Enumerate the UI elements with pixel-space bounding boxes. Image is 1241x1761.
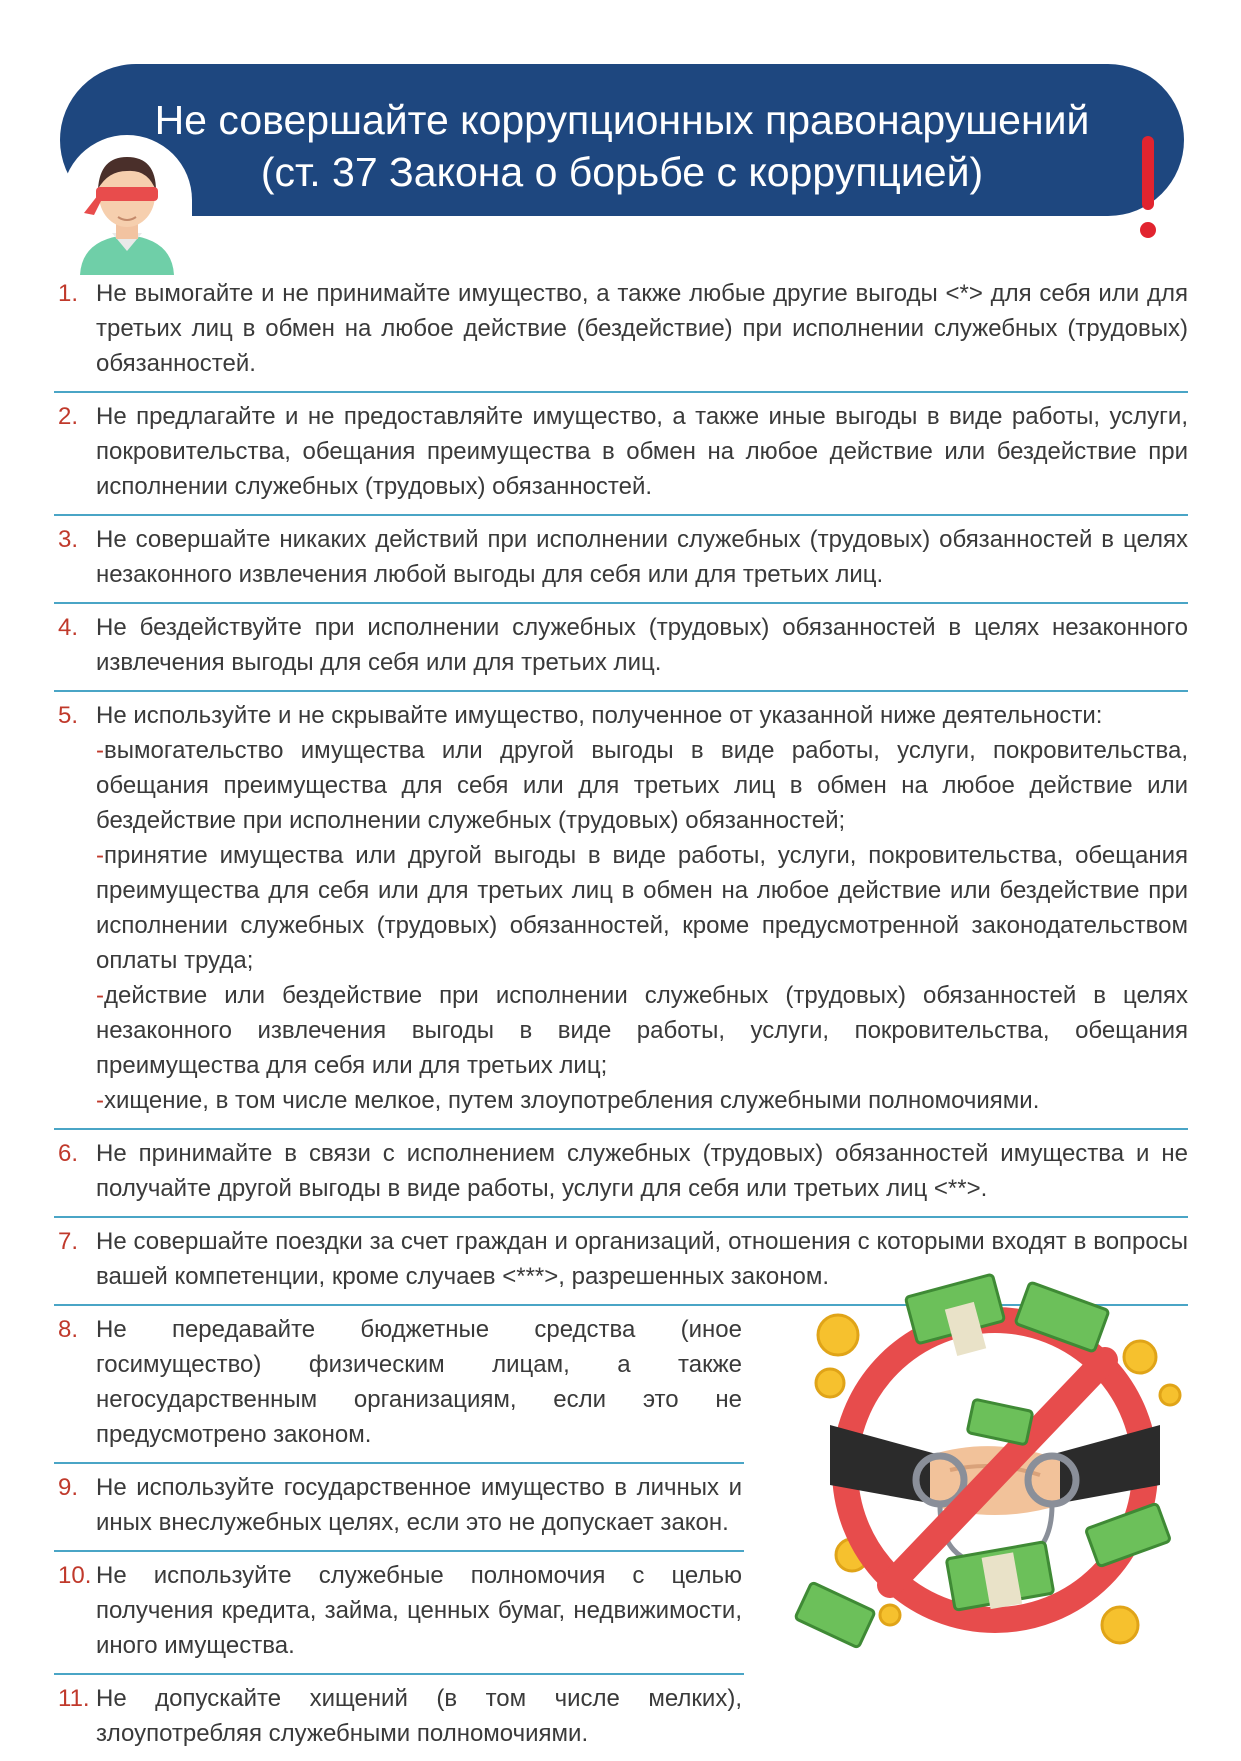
item-text: Не используйте государственное имущество в личных и иных внеслужебных целях, если это не допускает закон. (96, 1474, 742, 1536)
item-text: Не совершайте поездки за счет граждан и организаций, отношения с которыми входят в вопросы вашей компетенции, кроме случаев <***>, разрешенных законом. (96, 1228, 1188, 1290)
page-title (60, 94, 1184, 198)
list-item (54, 270, 1188, 393)
no-bribery-illustration (790, 1265, 1190, 1665)
list-item (54, 692, 1188, 1130)
item-text: Не бездействуйте при исполнении служебных (трудовых) обязанностей в целях незаконного извлечения выгоды для себя или для третьих лиц. (96, 614, 1188, 676)
list-item (54, 1552, 744, 1675)
list-item (54, 393, 1188, 516)
item-number: 10. (58, 1562, 92, 1589)
item-text: Не вымогайте и не принимайте имущество, а также любые другие выгоды <*> для себя или для третьих лиц в обмен на любое действие (бездействие) при исполнении служебных (трудовых) обязанностей. (96, 280, 1188, 377)
item-number: 3. (58, 526, 79, 553)
sub-item: -вымогательство имущества или другой выгоды в виде работы, услуги, покровительства, обещания преимущества для себя или для третьих лиц в обмен на любое действие или бездействие при исполнении служебных (трудовых) обязанностей; (96, 737, 1188, 834)
list-item (54, 516, 1188, 604)
item-number: 7. (58, 1228, 79, 1255)
item-text: Не совершайте никаких действий при исполнении служебных (трудовых) обязанностей в целях незаконного извлечения любой выгоды для себя или для третьих лиц. (96, 526, 1188, 588)
title-line-2: (ст. 37 Закона о борьбе с коррупцией) (260, 149, 984, 195)
item-text: Не используйте служебные полномочия с целью получения кредита, займа, ценных бумаг, недвижимости, иного имущества. (96, 1562, 742, 1659)
item-text: Не допускайте хищений (в том числе мелких), злоупотребляя служебными полномочиями. (96, 1685, 742, 1747)
list-item (54, 1675, 744, 1761)
sub-item: -действие или бездействие при исполнении служебных (трудовых) обязанностей в целях незаконного извлечения выгоды в виде работы, услуги, покровительства, обещания преимущества для себя или для третьих лиц; (96, 982, 1188, 1079)
blindfolded-person-icon (72, 147, 182, 275)
header-banner (60, 64, 1184, 216)
item-number: 8. (58, 1316, 79, 1343)
avatar-badge (62, 135, 192, 275)
item-number: 5. (58, 702, 79, 729)
item-text: Не предлагайте и не предоставляйте имущество, а также иные выгоды в виде работы, услуги, покровительства, обещания преимущества в обмен на любое действие или бездействие при исполнении служебных (трудовых) обязанностей. (96, 403, 1188, 500)
title-line-1: Не совершайте коррупционных правонарушений (154, 97, 1090, 143)
list-item (54, 1306, 744, 1464)
item-number: 11. (58, 1685, 90, 1712)
list-item (54, 604, 1188, 692)
item-text: Не используйте и не скрывайте имущество, полученное от указанной ниже деятельности: (96, 702, 1103, 729)
item-number: 4. (58, 614, 79, 641)
exclamation-icon (1128, 134, 1168, 244)
item-text: Не передавайте бюджетные средства (иное госимущество) физическим лицам, а также негосударственным организациям, если это не предусмотрено законом. (96, 1316, 742, 1448)
list-item (54, 1130, 1188, 1218)
list-item (54, 1464, 744, 1552)
item-text: Не принимайте в связи с исполнением служебных (трудовых) обязанностей имущества и не получайте другой выгоды в виде работы, услуги для себя или третьих лиц <**>. (96, 1140, 1188, 1202)
item-number: 2. (58, 403, 79, 430)
item-number: 1. (58, 280, 79, 307)
sub-item: -принятие имущества или другой выгоды в виде работы, услуги, покровительства, обещания преимущества для себя или для третьих лиц в обмен на любое действие или бездействие при исполнении служебных (трудовых) обязанностей, кроме предусмотренной законодательством оплаты труда; (96, 842, 1188, 974)
sub-item: -хищение, в том числе мелкое, путем злоупотребления служебными полномочиями. (96, 1087, 1040, 1114)
item-number: 6. (58, 1140, 79, 1167)
item-number: 9. (58, 1474, 79, 1501)
